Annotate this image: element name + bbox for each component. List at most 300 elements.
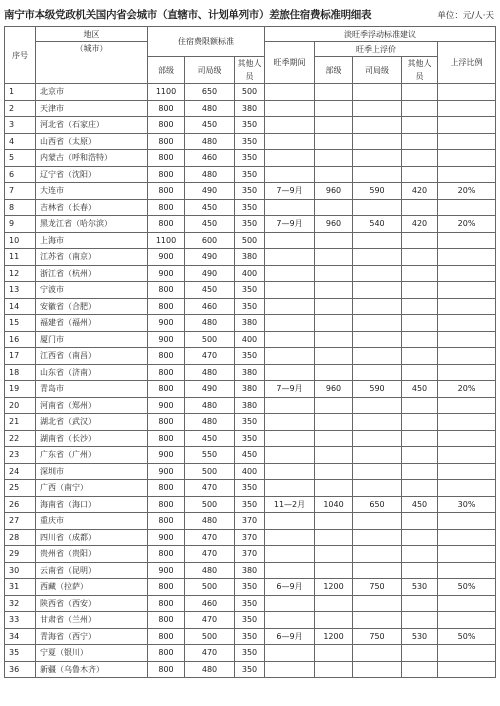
lodging-standards-table [4,26,496,678]
cell-ratio: 20% [438,183,496,200]
cell-peak-period [265,199,315,216]
header-city: （城市） [36,42,148,84]
cell-ratio: 30% [438,496,496,513]
cell-peak-period [265,315,315,332]
cell-peak-other: 420 [402,216,438,233]
cell-ministry: 900 [148,463,185,480]
cell-peak-period [265,282,315,299]
cell-ratio [438,232,496,249]
cell-city: 广东省（广州） [36,447,148,464]
cell-ministry: 800 [148,199,185,216]
cell-other: 350 [235,496,265,513]
cell-peak-period [265,348,315,365]
unit-label: 单位：元/人·天 [437,11,494,21]
cell-city: 黑龙江省（哈尔滨） [36,216,148,233]
cell-other: 400 [235,463,265,480]
cell-peak-period [265,562,315,579]
cell-ratio [438,166,496,183]
cell-seq: 5 [5,150,36,167]
cell-seq: 33 [5,612,36,629]
table-row [5,364,496,381]
cell-city: 河北省（石家庄） [36,117,148,134]
cell-peak-ministry [315,232,353,249]
cell-ministry: 900 [148,315,185,332]
cell-peak-ministry [315,166,353,183]
cell-other: 380 [235,397,265,414]
table-row [5,463,496,480]
cell-ratio [438,463,496,480]
cell-peak-period [265,430,315,447]
cell-ministry: 800 [148,298,185,315]
cell-ratio [438,298,496,315]
cell-peak-period [265,364,315,381]
cell-other: 370 [235,529,265,546]
cell-peak-other [402,199,438,216]
cell-other: 350 [235,645,265,662]
cell-ministry: 800 [148,546,185,563]
cell-bureau: 450 [185,117,235,134]
cell-ratio [438,315,496,332]
cell-bureau: 480 [185,397,235,414]
cell-bureau: 480 [185,315,235,332]
cell-bureau: 470 [185,480,235,497]
cell-ministry: 800 [148,430,185,447]
cell-ministry: 800 [148,579,185,596]
table-row [5,595,496,612]
cell-peak-other [402,463,438,480]
cell-other: 380 [235,100,265,117]
cell-peak-other [402,562,438,579]
cell-city: 深圳市 [36,463,148,480]
cell-city: 浙江省（杭州） [36,265,148,282]
cell-ministry: 800 [148,100,185,117]
cell-bureau: 490 [185,183,235,200]
table-row [5,232,496,249]
cell-ministry: 800 [148,661,185,678]
cell-bureau: 470 [185,348,235,365]
cell-seq: 14 [5,298,36,315]
cell-peak-period [265,397,315,414]
cell-peak-period: 7—9月 [265,216,315,233]
cell-peak-period [265,645,315,662]
cell-seq: 28 [5,529,36,546]
cell-peak-period: 11—2月 [265,496,315,513]
header-ratio: 上浮比例 [438,42,496,84]
cell-seq: 4 [5,133,36,150]
cell-bureau: 470 [185,546,235,563]
cell-bureau: 490 [185,249,235,266]
cell-peak-bureau [353,595,402,612]
cell-other: 400 [235,265,265,282]
cell-peak-period [265,166,315,183]
cell-peak-ministry [315,133,353,150]
cell-ratio [438,265,496,282]
table-row [5,381,496,398]
cell-ratio [438,397,496,414]
cell-peak-other [402,480,438,497]
cell-peak-other [402,645,438,662]
cell-peak-ministry [315,265,353,282]
table-row [5,447,496,464]
cell-peak-bureau [353,150,402,167]
cell-bureau: 470 [185,612,235,629]
cell-bureau: 480 [185,133,235,150]
cell-seq: 1 [5,84,36,101]
cell-other: 350 [235,348,265,365]
cell-ratio [438,150,496,167]
table-row [5,183,496,200]
cell-peak-period: 7—9月 [265,183,315,200]
cell-bureau: 550 [185,447,235,464]
cell-other: 350 [235,166,265,183]
cell-peak-period [265,150,315,167]
header-peak-period: 旺季期间 [265,42,315,84]
cell-city: 重庆市 [36,513,148,530]
cell-peak-bureau: 540 [353,216,402,233]
cell-peak-period [265,414,315,431]
cell-peak-ministry [315,661,353,678]
cell-peak-ministry [315,430,353,447]
cell-peak-ministry [315,282,353,299]
cell-peak-other: 530 [402,579,438,596]
header-peak-other: 其他人员 [402,57,438,84]
table-row [5,430,496,447]
cell-city: 湖南省（长沙） [36,430,148,447]
cell-peak-bureau [353,612,402,629]
cell-peak-bureau [353,480,402,497]
cell-peak-other [402,612,438,629]
table-row [5,84,496,101]
cell-ministry: 900 [148,397,185,414]
cell-bureau: 480 [185,661,235,678]
cell-bureau: 500 [185,579,235,596]
cell-city: 上海市 [36,232,148,249]
cell-peak-other [402,546,438,563]
cell-seq: 17 [5,348,36,365]
cell-peak-other: 530 [402,628,438,645]
cell-peak-bureau [353,430,402,447]
cell-peak-other [402,166,438,183]
header-ministry: 部级 [148,57,185,84]
cell-other: 350 [235,430,265,447]
cell-bureau: 500 [185,496,235,513]
cell-ministry: 800 [148,612,185,629]
cell-seq: 31 [5,579,36,596]
cell-peak-other [402,249,438,266]
table-row [5,661,496,678]
cell-peak-period [265,100,315,117]
cell-ministry: 800 [148,595,185,612]
cell-bureau: 480 [185,562,235,579]
cell-ministry: 800 [148,381,185,398]
cell-other: 370 [235,546,265,563]
cell-seq: 7 [5,183,36,200]
cell-other: 350 [235,282,265,299]
cell-peak-other [402,117,438,134]
cell-city: 辽宁省（沈阳） [36,166,148,183]
cell-peak-bureau [353,315,402,332]
cell-peak-other [402,430,438,447]
cell-peak-period [265,480,315,497]
cell-ministry: 800 [148,117,185,134]
cell-peak-ministry [315,480,353,497]
cell-peak-bureau [353,249,402,266]
cell-city: 北京市 [36,84,148,101]
cell-ratio [438,133,496,150]
table-row [5,513,496,530]
cell-other: 350 [235,183,265,200]
cell-peak-period [265,595,315,612]
cell-seq: 6 [5,166,36,183]
table-row [5,628,496,645]
cell-other: 370 [235,513,265,530]
cell-peak-bureau: 590 [353,183,402,200]
cell-ministry: 900 [148,331,185,348]
cell-seq: 2 [5,100,36,117]
cell-peak-ministry: 960 [315,183,353,200]
cell-seq: 18 [5,364,36,381]
cell-peak-bureau: 650 [353,496,402,513]
cell-seq: 19 [5,381,36,398]
cell-ministry: 800 [148,628,185,645]
cell-peak-other [402,513,438,530]
page-title: 南宁市本级党政机关国内省会城市（直辖市、计划单列市）差旅住宿费标准明细表 [4,9,372,21]
cell-peak-ministry [315,463,353,480]
header-region: 地区 [36,27,148,42]
cell-ratio [438,447,496,464]
header-other: 其他人员 [235,57,265,84]
cell-ministry: 800 [148,645,185,662]
cell-bureau: 450 [185,199,235,216]
cell-seq: 16 [5,331,36,348]
cell-ratio [438,480,496,497]
cell-other: 350 [235,595,265,612]
table-row [5,282,496,299]
cell-peak-ministry [315,199,353,216]
table-row [5,150,496,167]
cell-peak-ministry [315,84,353,101]
cell-other: 380 [235,249,265,266]
table-row [5,315,496,332]
cell-ratio [438,430,496,447]
cell-bureau: 450 [185,430,235,447]
cell-city: 云南省（昆明） [36,562,148,579]
cell-seq: 10 [5,232,36,249]
cell-peak-bureau [353,265,402,282]
cell-ratio [438,595,496,612]
cell-seq: 32 [5,595,36,612]
cell-ministry: 800 [148,133,185,150]
cell-seq: 12 [5,265,36,282]
cell-seq: 25 [5,480,36,497]
cell-ratio [438,249,496,266]
cell-peak-period [265,513,315,530]
cell-bureau: 500 [185,331,235,348]
cell-peak-other: 450 [402,496,438,513]
cell-ministry: 900 [148,529,185,546]
cell-peak-other: 420 [402,183,438,200]
cell-bureau: 500 [185,463,235,480]
cell-ratio: 20% [438,216,496,233]
cell-ratio [438,414,496,431]
cell-city: 福建省（福州） [36,315,148,332]
cell-peak-ministry [315,150,353,167]
cell-bureau: 460 [185,298,235,315]
cell-city: 贵州省（贵阳） [36,546,148,563]
cell-peak-bureau [353,166,402,183]
table-row [5,199,496,216]
cell-peak-ministry [315,529,353,546]
cell-peak-period [265,463,315,480]
cell-peak-ministry [315,595,353,612]
cell-ratio [438,199,496,216]
cell-ratio [438,612,496,629]
header-peak-price: 旺季上浮价 [315,42,438,57]
cell-bureau: 600 [185,232,235,249]
cell-other: 350 [235,414,265,431]
table-row [5,298,496,315]
cell-peak-period [265,84,315,101]
table-row [5,612,496,629]
cell-peak-ministry: 1200 [315,579,353,596]
header-peak-bureau: 司局级 [353,57,402,84]
table-row [5,480,496,497]
cell-peak-ministry [315,331,353,348]
cell-ministry: 800 [148,414,185,431]
cell-peak-bureau [353,117,402,134]
cell-other: 350 [235,199,265,216]
cell-peak-period [265,546,315,563]
cell-peak-period: 6—9月 [265,628,315,645]
cell-other: 380 [235,562,265,579]
cell-city: 河南省（郑州） [36,397,148,414]
cell-ratio [438,529,496,546]
cell-city: 海南省（海口） [36,496,148,513]
cell-city: 山西省（太原） [36,133,148,150]
cell-peak-bureau [353,364,402,381]
cell-seq: 20 [5,397,36,414]
table-row [5,645,496,662]
cell-city: 西藏（拉萨） [36,579,148,596]
cell-ministry: 900 [148,265,185,282]
cell-ratio [438,364,496,381]
cell-ratio [438,348,496,365]
cell-ratio [438,117,496,134]
cell-other: 350 [235,216,265,233]
cell-peak-bureau [353,84,402,101]
cell-other: 450 [235,447,265,464]
cell-peak-ministry [315,447,353,464]
cell-other: 500 [235,232,265,249]
cell-bureau: 480 [185,100,235,117]
cell-peak-ministry [315,117,353,134]
cell-peak-bureau [353,282,402,299]
cell-peak-period [265,133,315,150]
cell-peak-bureau [353,463,402,480]
cell-ratio [438,546,496,563]
table-row [5,546,496,563]
cell-peak-ministry [315,298,353,315]
table-row [5,579,496,596]
cell-peak-ministry: 960 [315,216,353,233]
cell-other: 380 [235,381,265,398]
cell-other: 380 [235,364,265,381]
cell-city: 广西（南宁） [36,480,148,497]
cell-ministry: 800 [148,183,185,200]
cell-peak-other [402,100,438,117]
cell-city: 青岛市 [36,381,148,398]
cell-peak-bureau [353,529,402,546]
table-row [5,249,496,266]
cell-peak-bureau [353,414,402,431]
cell-peak-ministry [315,100,353,117]
header-bureau: 司局级 [185,57,235,84]
cell-bureau: 650 [185,84,235,101]
cell-peak-ministry [315,612,353,629]
cell-ratio [438,282,496,299]
cell-city: 江苏省（南京） [36,249,148,266]
cell-peak-bureau [353,100,402,117]
cell-peak-bureau [353,232,402,249]
cell-peak-other [402,133,438,150]
cell-ratio [438,84,496,101]
cell-city: 湖北省（武汉） [36,414,148,431]
cell-bureau: 460 [185,150,235,167]
cell-peak-other [402,661,438,678]
table-row [5,348,496,365]
cell-bureau: 480 [185,513,235,530]
cell-ratio [438,645,496,662]
cell-city: 安徽省（合肥） [36,298,148,315]
cell-other: 350 [235,612,265,629]
cell-other: 350 [235,661,265,678]
cell-bureau: 490 [185,381,235,398]
cell-bureau: 450 [185,282,235,299]
cell-peak-other [402,298,438,315]
header-lodging: 住宿费限额标准 [148,27,265,57]
cell-ratio [438,661,496,678]
cell-seq: 24 [5,463,36,480]
cell-seq: 35 [5,645,36,662]
cell-seq: 8 [5,199,36,216]
cell-seq: 34 [5,628,36,645]
table-row [5,100,496,117]
cell-peak-ministry [315,348,353,365]
cell-peak-period [265,661,315,678]
cell-peak-ministry [315,397,353,414]
cell-seq: 36 [5,661,36,678]
table-row [5,216,496,233]
cell-peak-ministry: 960 [315,381,353,398]
cell-peak-period: 6—9月 [265,579,315,596]
cell-peak-other [402,150,438,167]
cell-city: 青海省（西宁） [36,628,148,645]
cell-city: 四川省（成都） [36,529,148,546]
cell-peak-bureau [353,513,402,530]
table-row [5,562,496,579]
cell-peak-ministry [315,249,353,266]
cell-peak-bureau [353,133,402,150]
cell-ratio: 50% [438,579,496,596]
cell-ministry: 900 [148,249,185,266]
cell-city: 甘肃省（兰州） [36,612,148,629]
cell-peak-bureau: 750 [353,628,402,645]
cell-peak-bureau [353,348,402,365]
cell-city: 厦门市 [36,331,148,348]
table-row [5,397,496,414]
cell-peak-ministry [315,315,353,332]
cell-bureau: 500 [185,628,235,645]
